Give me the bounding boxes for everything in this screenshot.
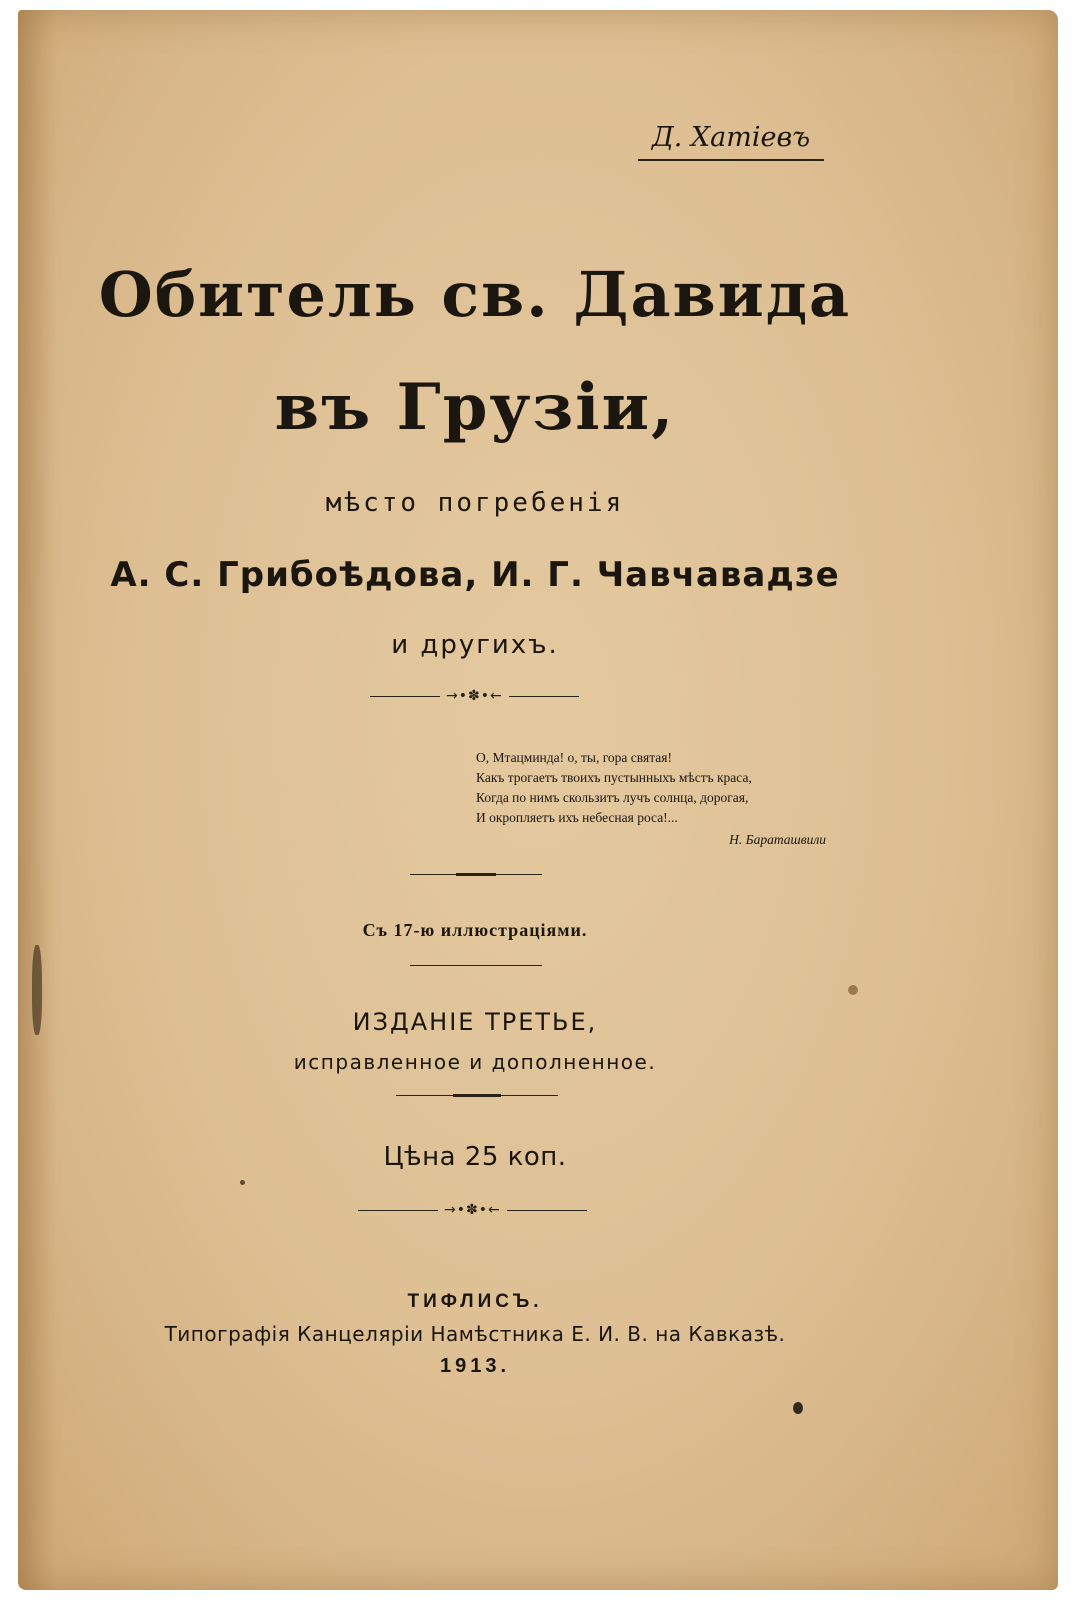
epigraph-signature: Н. Бараташвили xyxy=(729,832,826,847)
illustrations-note: Съ 17-ю иллюстрацiями. xyxy=(362,920,588,940)
epigraph-line: Когда по нимъ скользитъ лучъ солнца, дорогая, xyxy=(476,790,749,805)
divider-1-center xyxy=(456,873,496,876)
ornament-glyph: →•✽•← xyxy=(444,1202,501,1218)
printing-house: Типографiя Канцелярiи Намѣстника Е. И. В. на Кавказѣ. xyxy=(164,1322,786,1346)
price: Цѣна 25 коп. xyxy=(383,1142,567,1172)
epigraph xyxy=(476,748,856,850)
subtitle-line-3: и другихъ. xyxy=(391,630,559,660)
epigraph-line: О, Мтацминда! о, ты, гора святая! xyxy=(476,750,672,765)
stain-bottom xyxy=(793,1402,803,1414)
title-line-1: Обитель св. Давида xyxy=(98,258,852,331)
author-name: Д. Хатiевъ xyxy=(638,122,824,161)
publication-city: ТИФЛИСЪ. xyxy=(407,1291,543,1312)
publication-year: 1913. xyxy=(439,1355,511,1377)
ornament-divider-top xyxy=(370,688,579,704)
stain-small xyxy=(240,1180,245,1185)
ornament-glyph: →•✽•← xyxy=(446,688,503,704)
edition-subtitle: исправленное и дополненное. xyxy=(293,1050,657,1074)
edition-title: ИЗДАНIЕ ТРЕТЬЕ, xyxy=(352,1008,598,1036)
epigraph-line: И окропляетъ ихъ небесная роса!... xyxy=(476,810,678,825)
divider-3-center xyxy=(453,1094,501,1097)
subtitle-line-2: А. С. Грибоѣдова, И. Г. Чавчавадзе xyxy=(110,555,840,595)
epigraph-line: Какъ трогаетъ твоихъ пустынныхъ мѣстъ краса, xyxy=(476,770,752,785)
stain-mid xyxy=(848,985,858,995)
divider-2 xyxy=(410,965,542,966)
book-cover xyxy=(18,10,1058,1590)
ornament-divider-bottom xyxy=(358,1202,587,1218)
subtitle-line-1: мѣсто погребенiя xyxy=(325,488,625,518)
title-line-2: въ Грузiи, xyxy=(274,370,676,445)
